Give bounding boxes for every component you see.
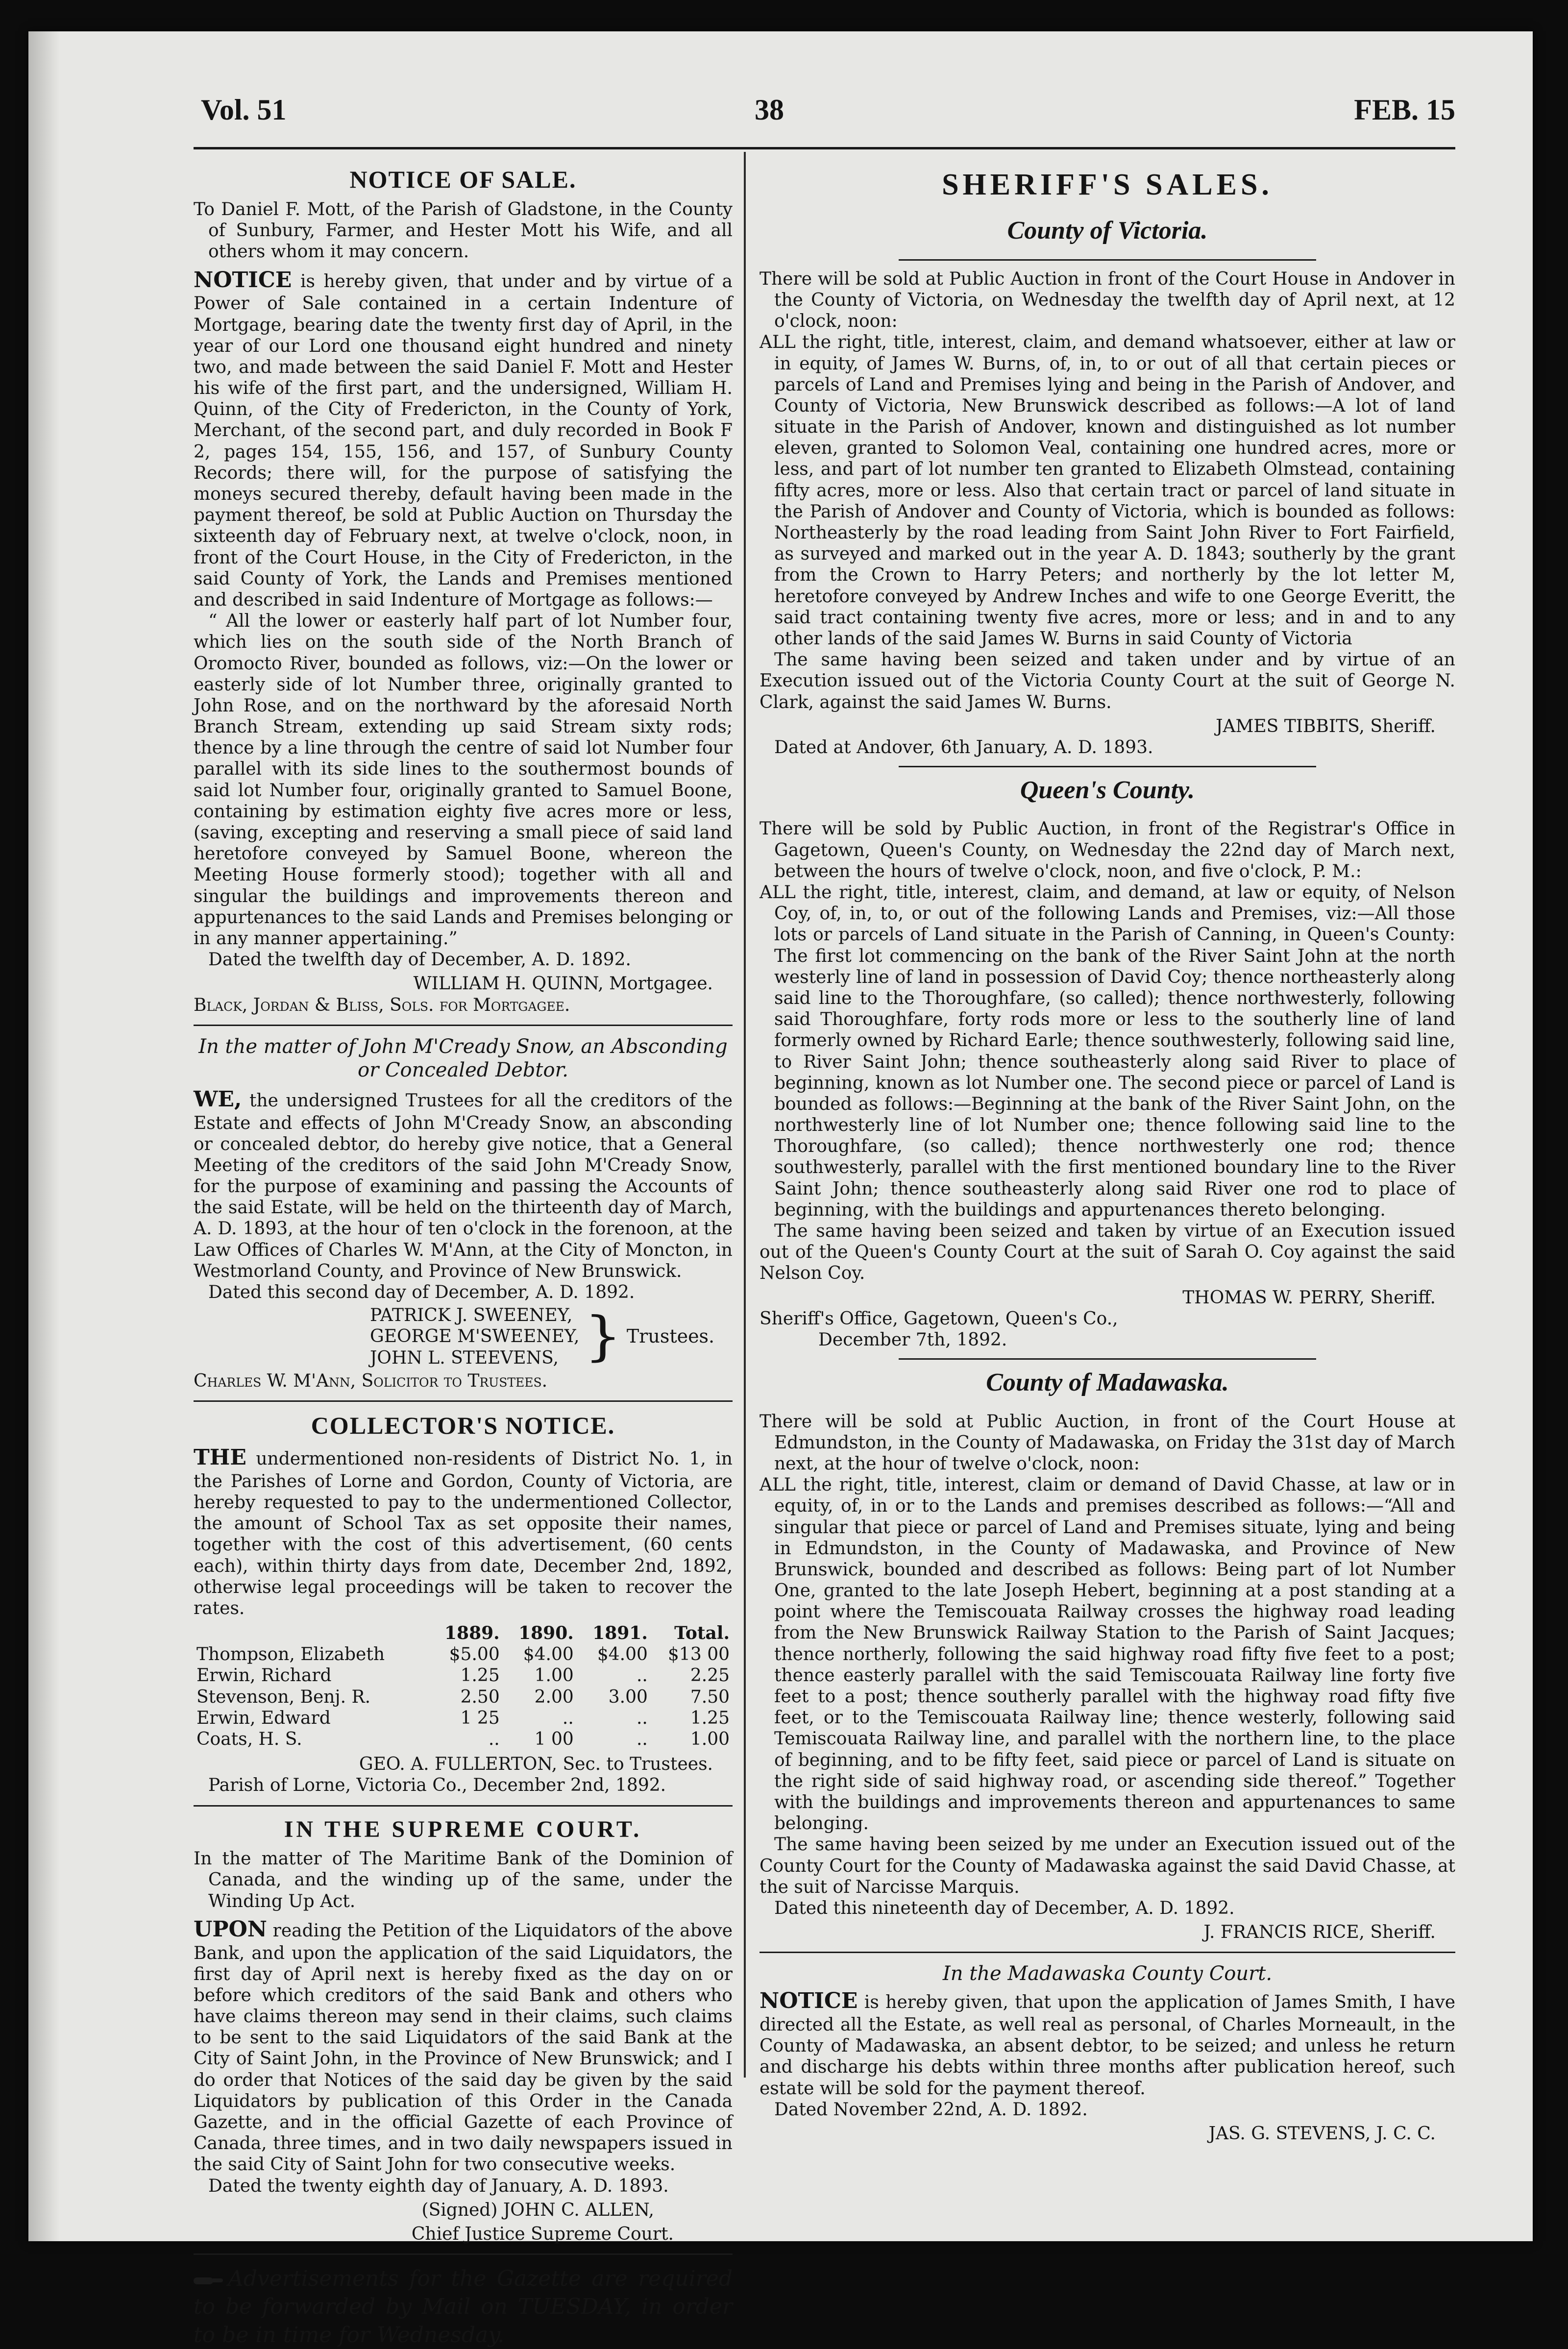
table-cell: Stevenson, Benj. R. — [196, 1687, 371, 1707]
queens-intro: There will be sold by Public Auction, in front of the Registrar's Office in Gagetown, Queen's County, on Wednesday the 22nd day of March next, between the hours of twelve o'clock, noon, and five o'clock, P. M.: — [760, 819, 1455, 881]
table-cell: Coats, H. S. — [196, 1729, 302, 1750]
trustee-name: JOHN L. STEEVENS, — [370, 1347, 559, 1368]
table-header-cell — [194, 1623, 429, 1644]
trustee-name: GEORGE M'SWEENEY, — [370, 1326, 580, 1347]
queens-body: ALL the right, title, interest, claim, and demand, at law or equity, of Nelson Coy, of, in, to, or out of the following Lands and Premises, viz:—All those lots or parcels of Land situate in the Parish of Canning, in Queen's County: The first lot commencing on the bank of the River Saint John at the north westerly line of land in possession of David Coy; thence northeasterly along said line to the Thoroughfare, (so called); thence northwesterly, following said Thoroughfare, forty rods more or less to the southerly line of land formerly owned by Richard Earle; thence southwesterly, following said line, to River Saint John; thence southeasterly along said River to place of beginning, known as lot Number one. The second piece or parcel of Land is bounded as follows:—Beginning at the bank of the River Saint John, on the northwesterly line of lot Number one; thence following said line to the Thoroughfare, (so called); thence northwesterly one rod; thence southwesterly, parallel with the first mentioned boundary line to the River Saint John; thence southeasterly along said River one rod to place of beginning, with the buildings and appurtenances thereto belonging. — [760, 882, 1455, 1220]
table-row — [194, 1644, 733, 1665]
issue-date: FEB. 15 — [1354, 94, 1455, 126]
right-column — [760, 162, 1455, 2144]
queens-sale — [760, 775, 1455, 1350]
madawaska-heading: County of Madawaska. — [986, 1369, 1229, 1397]
table-row — [194, 1708, 733, 1729]
victoria-sheriff: JAMES TIBBITS, Sheriff. — [1216, 716, 1436, 736]
table-cell: 7.50 — [690, 1687, 730, 1707]
section-rule — [194, 1805, 733, 1807]
table-cell: $4.00 — [523, 1644, 574, 1665]
sheriffs-sales-title: SHERIFF'S SALES. — [942, 168, 1273, 201]
madawaska-dated: Dated this nineteenth day of December, A. D. 1892. — [774, 1898, 1235, 1918]
supreme-court-notice — [194, 1815, 733, 2245]
notice-of-sale-title: NOTICE OF SALE. — [349, 166, 577, 193]
table-row — [194, 1665, 733, 1686]
snow-solicitor: Charles W. M'Ann, Solicitor to Trustees. — [194, 1370, 548, 1391]
madawaska-court-dated: Dated November 22nd, A. D. 1892. — [774, 2099, 1088, 2120]
madawaska-court-signer: JAS. G. STEVENS, J. C. C. — [1208, 2123, 1436, 2144]
table-cell: .. — [562, 1708, 574, 1728]
trustees-block — [194, 1305, 733, 1369]
madawaska-court-notice — [760, 1962, 1455, 2144]
header-rule — [194, 147, 1455, 149]
left-column — [194, 162, 733, 2349]
trustees-label: Trustees. — [626, 1325, 715, 1347]
column-divider — [744, 152, 746, 2078]
table-cell: 3.00 — [608, 1687, 648, 1707]
page-header — [201, 93, 1455, 147]
notice-of-sale-body: is hereby given, that under and by virtue of a Power of Sale contained in a certain Indenture of Mortgage, bearing date the twenty first day of April, in the year of our Lord one thousand eight hundred and ninety two, and made between the said Daniel F. Mott and Hester his wife of the first part, and the undersigned, William H. Quinn, of the City of Fredericton, in the County of York, Merchant, of the second part, and duly recorded in Book F 2, pages 154, 155, 156, and 157, of Sunbury County Records; there will, for the purpose of satisfying the moneys secured thereby, default having been made in the payment thereof, be sold at Public Auction on Thursday the sixteenth day of February next, at twelve o'clock, noon, in front of the Court House, in the City of Fredericton, in the said County of York, the Lands and Premises mentioned and described in said Indenture of Mortgage as follows:— — [194, 271, 733, 610]
table-cell: .. — [488, 1729, 500, 1750]
section-rule — [899, 1358, 1316, 1360]
table-cell: 1 25 — [460, 1708, 500, 1728]
table-cell: .. — [636, 1708, 648, 1728]
collector-body: undermentioned non-residents of District No. 1, in the Parishes of Lorne and Gordon, County of Victoria, are hereby requested to pay to the undermentioned Collector, the amount of School Tax as set opposite their names, together with the cost of this advertisement, (60 cents each), within thirty days from date, December 2nd, 1892, otherwise legal proceedings will be taken to recover the rates. — [194, 1448, 733, 1618]
table-header-cell: 1889. — [444, 1623, 500, 1644]
madawaska-court-heading: In the Madawaska County Court. — [942, 1962, 1273, 1985]
supreme-court-title: IN THE SUPREME COURT. — [284, 1816, 642, 1842]
section-rule — [194, 1400, 733, 1402]
queens-seized: The same having been seized and taken by virtue of an Execution issued out of the Queen's County Court at the suit of Sarah O. Coy against the said Nelson Coy. — [760, 1221, 1455, 1284]
table-cell: Thompson, Elizabeth — [196, 1644, 385, 1665]
supreme-office: Chief Justice Supreme Court. — [411, 2224, 674, 2244]
supreme-signed: (Signed) JOHN C. ALLEN, — [421, 2200, 654, 2220]
table-cell: 1.25 — [690, 1708, 730, 1728]
notice-of-sale-solicitors: Black, Jordan & Bliss, Sols. for Mortgagee. — [194, 995, 570, 1015]
table-header-row — [194, 1623, 733, 1644]
table-cell: 2.25 — [690, 1665, 730, 1686]
victoria-dated: Dated at Andover, 6th January, A. D. 1893. — [774, 737, 1153, 758]
notice-of-sale — [194, 165, 733, 1016]
notice-of-sale-quote: “ All the lower or easterly half part of lot Number four, which lies on the south side of the North Branch of Oromocto River, bounded as follows, viz:—On the lower or easterly side of lot Number three, originally granted to John Rose, and on the northward by the aforesaid North Branch Stream, extending up said Stream sixty rods; thence by a line through the centre of said lot Number four parallel with its side lines to the southermost bounds of said lot Number four, originally granted to Samuel Boone, containing by estimation eighty five acres more or less, (saving, excepting and reserving a small piece of said land heretofore conveyed by Samuel Boone, whereon the Meeting House formerly stood); together with all and singular the buildings and improvements thereon and appurtenances to the said Lands and Premises belonging or in any manner appertaining.” — [194, 611, 733, 949]
snow-dated: Dated this second day of December, A. D. 1892. — [208, 1282, 635, 1303]
snow-body: the undersigned Trustees for all the creditors of the Estate and effects of John M'Cready Snow, an absconding or concealed debtor, do hereby give notice, that a General Meeting of the creditors of the said John M'Cready Snow, for the purpose of examining and passing the Accounts of the said Estate, will be held on the thirteenth day of March, A. D. 1893, at the hour of ten o'clock in the forenoon, at the Law Offices of Charles W. M'Ann, at the City of Moncton, in Westmorland County, and Province of New Brunswick. — [194, 1090, 733, 1281]
madawaska-body: ALL the right, title, interest, claim or demand of David Chasse, at law or in equity, of, in or to the Lands and premises described as follows:—“All and singular that piece or parcel of Land and Premises situate, lying and being in Edmundston, in the County of Madawaska, and Province of New Brunswick, bounded and described as follows: Being part of lot Number One, granted to the late Joseph Hebert, beginning at a post standing at a point where the Temiscouata Railway crosses the highway road leading from the New Brunswick Railway Station to the Parish of Saint Jacques; thence northerly, following the said highway road fifty five feet to a post; thence easterly parallel with the said Temiscouata Railway line forty five feet to a post; thence southerly parallel with the highway road fifty five feet, or to the Temiscouata Railway line; thence westerly, following said Temiscouata Railway line, and parallel with the northern line, to the place of beginning, and to be fifty feet, said piece or parcel of Land is situate on the right side of said highway road, or ascending side thereof.” Together with the buildings and improvements thereon and appurtenances to same belonging. — [760, 1475, 1455, 1834]
table-cell: $13 00 — [668, 1644, 730, 1665]
table-cell: Erwin, Richard — [196, 1665, 332, 1686]
advert-text: Advertisements for the Gazette are required to be forwarded by Mail on TUESDAY, in order to be in time for Wednesday. — [194, 2266, 733, 2348]
table-cell: 2.00 — [534, 1687, 574, 1707]
page-number: 38 — [755, 94, 784, 126]
section-rule — [899, 766, 1316, 767]
notice-of-sale-signer: WILLIAM H. QUINN, Mortgagee. — [413, 974, 713, 994]
brace-icon: } — [584, 1306, 622, 1368]
trustee-name: PATRICK J. SWEENEY, — [370, 1305, 573, 1326]
snow-debtor-notice — [194, 1035, 733, 1392]
collector-place: Parish of Lorne, Victoria Co., December 2nd, 1892. — [208, 1775, 666, 1796]
table-cell: $4.00 — [597, 1644, 648, 1665]
queens-heading: Queen's County. — [1020, 776, 1195, 805]
madawaska-sheriff: J. FRANCIS RICE, Sheriff. — [1203, 1922, 1436, 1943]
notice-of-sale-dated: Dated the twelfth day of December, A. D. 1892. — [208, 950, 631, 970]
table-cell: 2.50 — [460, 1687, 500, 1707]
collector-lead: THE — [194, 1444, 246, 1470]
victoria-heading: County of Victoria. — [1007, 217, 1208, 245]
advert-notice — [194, 2265, 733, 2349]
madawaska-intro: There will be sold at Public Auction, in front of the Court House at Edmundston, in the County of Madawaska, on Friday the 31st day of March next, at the hour of twelve o'clock, noon: — [760, 1411, 1455, 1474]
table-row — [194, 1687, 733, 1708]
madawaska-seized: The same having been seized by me under an Execution issued out of the County Court for the County of Madawaska against the said David Chasse, at the suit of Narcisse Marquis. — [760, 1835, 1455, 1897]
victoria-body: ALL the right, title, interest, claim, and demand whatsoever, either at law or in equity, of James W. Burns, of, in, to or out of all that certain pieces or parcels of Land and Premises lying and being in the Parish of Andover, and County of Victoria, New Brunswick described as follows:—A lot of land situate in the Parish of Andover, known and distinguished as lot number eleven, granted to Solomon Veal, containing one hundred acres, more or less, and part of lot number ten granted to Elizabeth Olmstead, containing fifty acres, more or less. Also that certain tract or parcel of land situate in the Parish of Andover and County of Victoria, which is bounded as follows: Northeasterly by the road leading from Saint John River to Fort Fairfield, as surveyed and marked out in the year A. D. 1843; southerly by the grant from the Crown to Harry Peters; and northerly by the lot letter M, heretofore conveyed by Andrew Inches and wife to one George Everitt, the said tract containing twenty five acres, more or less; and in and to any other lands of the said James W. Burns in said County of Victoria — [760, 332, 1455, 649]
table-cell: 1.25 — [460, 1665, 500, 1686]
queens-dated: December 7th, 1892. — [818, 1329, 1007, 1350]
snow-lead: WE, — [194, 1086, 242, 1112]
table-header-cell: Total. — [674, 1623, 730, 1644]
supreme-dated: Dated the twenty eighth day of January, A. D. 1893. — [208, 2176, 669, 2196]
table-cell: 1 00 — [534, 1729, 574, 1750]
table-cell: 1.00 — [534, 1665, 574, 1686]
collectors-notice-title: COLLECTOR'S NOTICE. — [311, 1411, 615, 1439]
section-rule — [194, 1025, 733, 1026]
queens-sheriff: THOMAS W. PERRY, Sheriff. — [1182, 1287, 1436, 1308]
section-rule — [760, 1952, 1455, 1953]
table-cell: $5.00 — [449, 1644, 500, 1665]
collector-signer: GEO. A. FULLERTON, Sec. to Trustees. — [359, 1754, 713, 1775]
notice-of-sale-lead: NOTICE — [194, 267, 292, 293]
supreme-body: reading the Petition of the Liquidators of the above Bank, and upon the application of the said Liquidators, the first day of April next is hereby fixed as the day on or before which creditors of the said Bank and others who have claims thereon may send in their claims, such claims to be sent to the said Liquidators of the said Bank at the City of Saint John, in the Province of New Brunswick; and I do order that Notices of the said day be given by the said Liquidators by publication of this Order in the Canada Gazette, and in the official Gazette of each Province of Canada, three times, and in two daily newspapers issued in the said City of Saint John for two consecutive weeks. — [194, 1920, 733, 2175]
victoria-sale — [760, 216, 1455, 758]
madawaska-court-lead: NOTICE — [760, 1988, 858, 2014]
volume-label: Vol. 51 — [201, 94, 287, 126]
supreme-lead: UPON — [194, 1916, 268, 1942]
school-tax-table — [194, 1623, 733, 1750]
table-header-cell: 1890. — [518, 1623, 574, 1644]
queens-office: Sheriff's Office, Gagetown, Queen's Co., — [760, 1308, 1118, 1329]
collectors-notice — [194, 1411, 733, 1796]
supreme-matter: In the matter of The Maritime Bank of the Dominion of Canada, and the winding up of the same, under the Winding Up Act. — [194, 1849, 733, 1911]
table-cell: Erwin, Edward — [196, 1708, 331, 1728]
victoria-intro: There will be sold at Public Auction in front of the Court House in Andover in the County of Victoria, on Wednesday the twelfth day of April next, at 12 o'clock, noon: — [760, 269, 1455, 332]
notice-of-sale-addressee: To Daniel F. Mott, of the Parish of Gladstone, in the County of Sunbury, Farmer, and Hester Mott his Wife, and all others whom it may concern. — [194, 199, 733, 262]
madawaska-sale — [760, 1368, 1455, 1943]
page-gutter-shadow — [28, 31, 60, 2241]
table-cell: 1.00 — [690, 1729, 730, 1750]
table-row — [194, 1729, 733, 1750]
table-header-cell: 1891. — [592, 1623, 648, 1644]
snow-matter-title: In the matter of John M'Cready Snow, an Absconding or Concealed Debtor. — [198, 1035, 728, 1081]
pointing-hand-icon — [194, 2273, 223, 2288]
madawaska-court-body: is hereby given, that upon the application of James Smith, I have directed all the Estate, as well real as personal, of Charles Morneault, in the County of Madawaska, an absent debtor, to be seized; and unless he return and discharge his debts within three months after publication hereof, such estate will be sold for the payment thereof. — [760, 1992, 1455, 2099]
section-rule — [194, 2253, 733, 2255]
victoria-seized: The same having been seized and taken under and by virtue of an Execution issued out of the Victoria County Court at the suit of George N. Clark, against the said James W. Burns. — [760, 650, 1455, 712]
table-cell: .. — [636, 1729, 648, 1750]
table-cell: .. — [636, 1665, 648, 1686]
section-rule — [899, 259, 1316, 261]
